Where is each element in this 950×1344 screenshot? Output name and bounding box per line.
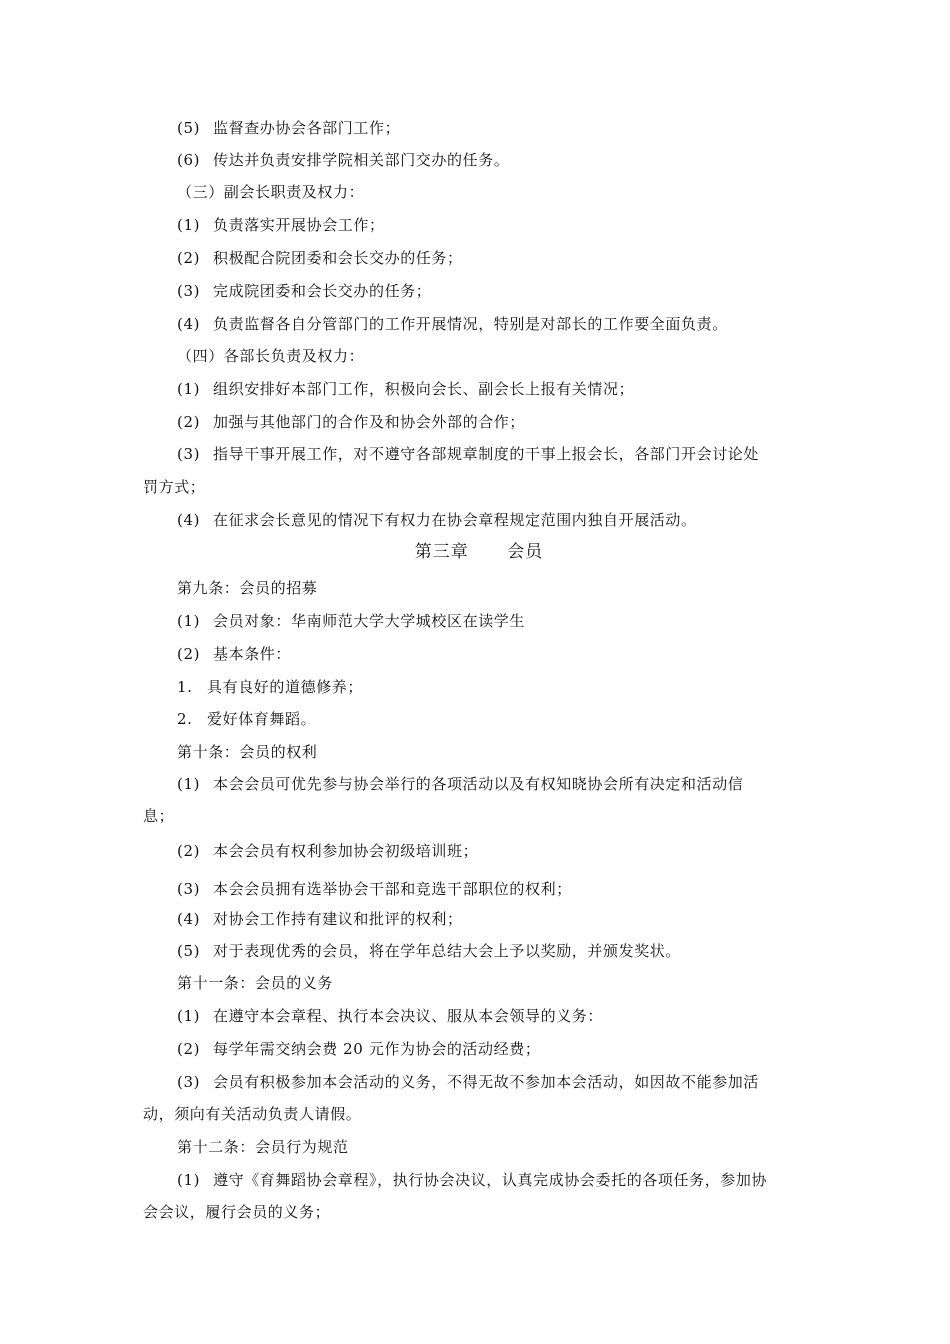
list-item (143, 774, 815, 794)
item-text: 加强与其他部门的合作及和协会外部的合作； (213, 413, 526, 431)
item-number: (2) (177, 645, 201, 663)
list-item-continuation: 动，须向有关活动负责人请假。 (143, 1105, 362, 1123)
list-item (143, 1006, 815, 1026)
item-text: 基本条件： (213, 645, 292, 663)
item-text: 本会会员可优先参与协会举行的各项活动以及有权知晓协会所有决定和活动信 (213, 775, 744, 793)
item-text: 爱好体育舞蹈。 (207, 710, 317, 728)
article-heading: 第十二条：会员行为规范 (177, 1138, 349, 1156)
chapter-title: 第三章 会员 (414, 542, 544, 562)
item-text: 会员有积极参加本会活动的义务，不得无故不参加本会活动，如因故不能参加活 (213, 1073, 760, 1091)
item-text: 传达并负责安排学院相关部门交办的任务。 (213, 151, 510, 169)
list-item (143, 118, 815, 138)
item-text: 对于表现优秀的会员，将在学年总结大会上予以奖励，并颁发奖状。 (213, 942, 682, 960)
list-item (143, 841, 815, 861)
list-item (143, 1072, 815, 1092)
list-item-continuation: 息； (143, 807, 175, 825)
item-number: (3) (177, 282, 201, 300)
item-number: (6) (177, 151, 201, 169)
item-text: 对协会工作持有建议和批评的权利； (213, 910, 463, 928)
item-number: (3) (177, 1073, 201, 1091)
item-number: (3) (177, 880, 201, 898)
item-number: (4) (177, 910, 201, 928)
item-number: (1) (177, 1007, 201, 1025)
list-item (143, 1170, 815, 1190)
item-number: (4) (177, 511, 201, 529)
item-number: (1) (177, 216, 201, 234)
item-text: 监督查办协会各部门工作； (213, 119, 401, 137)
list-item (143, 611, 815, 631)
list-item (143, 379, 815, 399)
list-item (143, 909, 815, 929)
item-number: (5) (177, 942, 201, 960)
item-number: (1) (177, 612, 201, 630)
list-item (143, 444, 815, 464)
item-number: (2) (177, 249, 201, 267)
list-item (143, 510, 815, 530)
list-item (143, 677, 815, 697)
item-number: (1) (177, 380, 201, 398)
section-heading: （四）各部长负责及权力： (177, 347, 365, 365)
list-item (143, 644, 815, 664)
list-item (143, 412, 815, 432)
article-heading: 第十条：会员的权利 (177, 743, 318, 761)
item-text: 每学年需交纳会费 20 元作为协会的活动经费； (213, 1040, 541, 1058)
list-item-continuation: 罚方式； (143, 478, 206, 496)
item-text: 在遵守本会章程、执行本会决议、服从本会领导的义务： (213, 1007, 604, 1025)
item-number: (1) (177, 775, 201, 793)
item-text: 具有良好的道德修养； (207, 678, 364, 696)
article-heading: 第十一条：会员的义务 (177, 974, 334, 992)
item-number: (5) (177, 119, 201, 137)
list-item (143, 281, 815, 301)
section-heading: （三）副会长职责及权力： (177, 183, 365, 201)
list-item (143, 1039, 815, 1059)
item-number: (1) (177, 1171, 201, 1189)
item-text: 负责监督各自分管部门的工作开展情况，特别是对部长的工作要全面负责。 (213, 315, 728, 333)
item-number: 2. (177, 710, 193, 728)
item-text: 会员对象：华南师范大学大学城校区在读学生 (213, 612, 526, 630)
item-text: 负责落实开展协会工作； (213, 216, 385, 234)
list-item (143, 941, 815, 961)
item-text: 完成院团委和会长交办的任务； (213, 282, 432, 300)
list-item (143, 150, 815, 170)
item-text: 指导干事开展工作，对不遵守各部规章制度的干事上报会长，各部门开会讨论处 (213, 445, 760, 463)
item-number: (4) (177, 315, 201, 333)
list-item (143, 879, 815, 899)
item-text: 积极配合院团委和会长交办的任务； (213, 249, 463, 267)
item-text: 本会会员有权利参加协会初级培训班； (213, 842, 479, 860)
item-text: 本会会员拥有选举协会干部和竞选干部职位的权利； (213, 880, 572, 898)
item-number: (2) (177, 1040, 201, 1058)
item-text: 在征求会长意见的情况下有权力在协会章程规定范围内独自开展活动。 (213, 511, 697, 529)
item-number: (3) (177, 445, 201, 463)
list-item (143, 248, 815, 268)
item-text: 组织安排好本部门工作，积极向会长、副会长上报有关情况； (213, 380, 635, 398)
item-text: 遵守《育舞蹈协会章程》，执行协会决议，认真完成协会委托的各项任务，参加协 (213, 1171, 768, 1189)
item-number: (2) (177, 842, 201, 860)
list-item-continuation: 会会议，履行会员的义务； (143, 1203, 331, 1221)
item-number: 1. (177, 678, 193, 696)
article-heading: 第九条：会员的招募 (177, 579, 318, 597)
list-item (143, 709, 815, 729)
item-number: (2) (177, 413, 201, 431)
list-item (143, 215, 815, 235)
list-item (143, 314, 815, 334)
